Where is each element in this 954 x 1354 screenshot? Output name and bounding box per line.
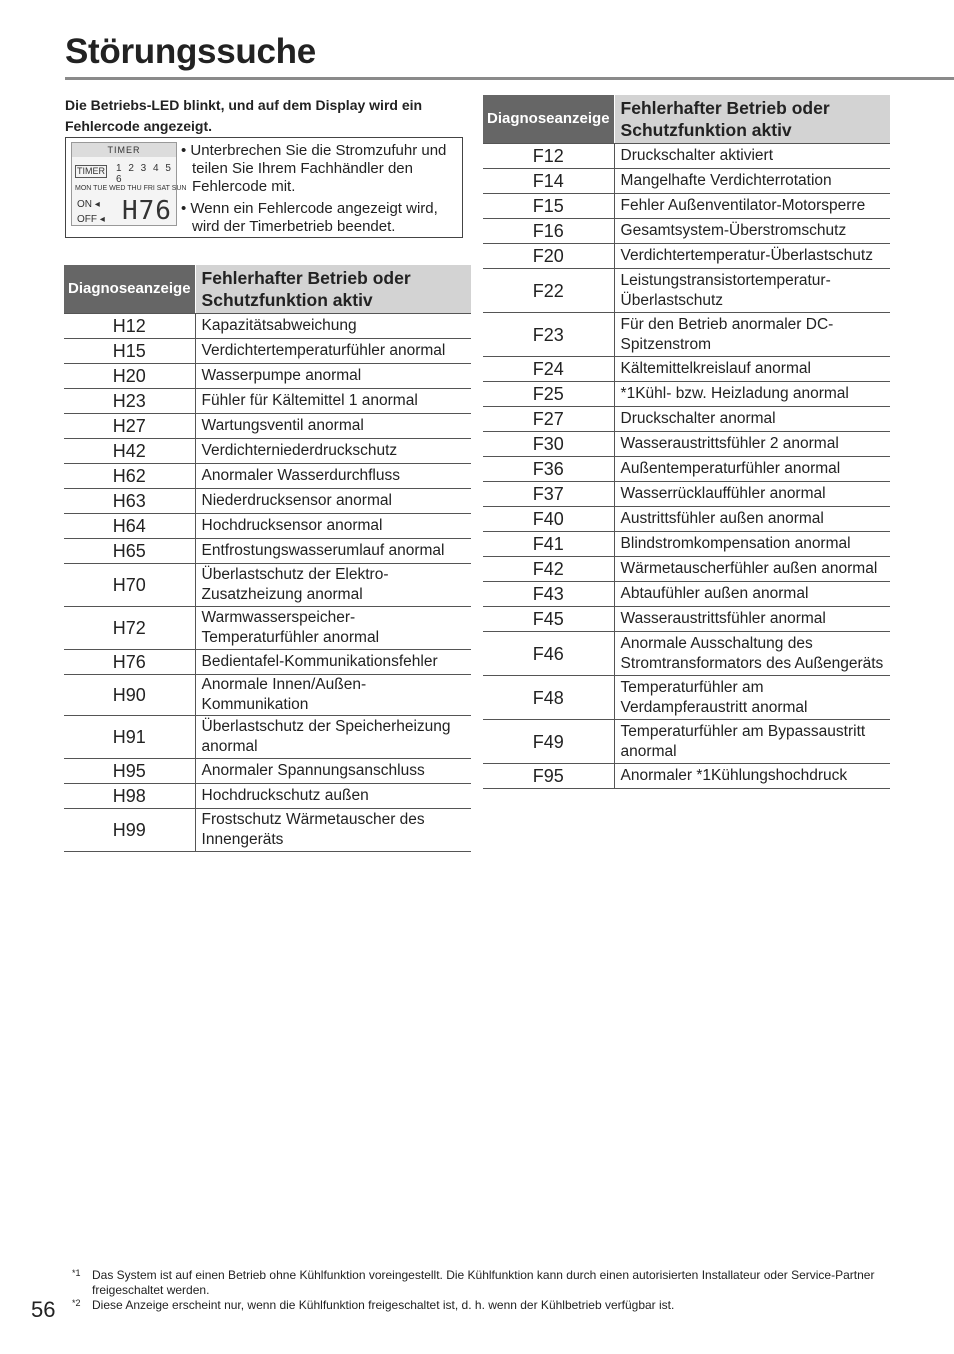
error-description-cell: Überlastschutz der Speicherheizung anormal bbox=[195, 716, 471, 759]
page-number: 56 bbox=[31, 1297, 56, 1322]
table-row bbox=[483, 676, 890, 720]
table-row bbox=[64, 339, 471, 364]
title-rule bbox=[65, 77, 954, 80]
error-description-cell: Kältemittelkreislauf anormal bbox=[614, 357, 890, 382]
error-description-cell: Wasseraustrittsfühler 2 anormal bbox=[614, 432, 890, 457]
error-description-cell: Kapazitätsabweichung bbox=[195, 314, 471, 339]
error-code-cell: F22 bbox=[483, 269, 614, 313]
table-row bbox=[483, 219, 890, 244]
error-code-cell: H91 bbox=[64, 716, 195, 759]
error-code-cell: H23 bbox=[64, 389, 195, 414]
error-description-cell: Wasserpumpe anormal bbox=[195, 364, 471, 389]
table-row bbox=[64, 364, 471, 389]
error-code-cell: H20 bbox=[64, 364, 195, 389]
error-code-cell: H70 bbox=[64, 564, 195, 607]
table-row bbox=[483, 607, 890, 632]
error-code-cell: H27 bbox=[64, 414, 195, 439]
error-description-cell: Temperaturfühler am Verdampferaustritt anormal bbox=[614, 676, 890, 720]
error-code-table-h bbox=[64, 265, 471, 852]
error-code-cell: H98 bbox=[64, 784, 195, 809]
table-row bbox=[483, 557, 890, 582]
table-row bbox=[64, 514, 471, 539]
footnote-2 bbox=[72, 1298, 892, 1313]
page-title: Störungssuche bbox=[65, 32, 316, 71]
error-description-cell: Anormale Ausschaltung des Stromtransformators des Außengeräts bbox=[614, 632, 890, 676]
table-row bbox=[64, 716, 471, 759]
error-description-cell: Anormaler *1Kühlungshochdruck bbox=[614, 764, 890, 789]
table-row bbox=[483, 194, 890, 219]
error-code-cell: H12 bbox=[64, 314, 195, 339]
table-row bbox=[64, 389, 471, 414]
timer-box-label: TIMER bbox=[77, 166, 105, 176]
table-row bbox=[483, 432, 890, 457]
error-code-cell: H63 bbox=[64, 489, 195, 514]
error-description-cell: Hochdruckschutz außen bbox=[195, 784, 471, 809]
table-row bbox=[483, 357, 890, 382]
footnote-mark: *1 bbox=[72, 1268, 81, 1278]
error-description-cell: Bedientafel-Kommunikationsfehler bbox=[195, 650, 471, 675]
error-code-cell: F12 bbox=[483, 144, 614, 169]
error-description-cell: Anormaler Wasserdurchfluss bbox=[195, 464, 471, 489]
table-row bbox=[483, 382, 890, 407]
error-code-cell: F49 bbox=[483, 720, 614, 764]
on-label: ON ◂ bbox=[77, 199, 100, 210]
table-row bbox=[64, 759, 471, 784]
table-row bbox=[64, 564, 471, 607]
error-code-cell: H62 bbox=[64, 464, 195, 489]
error-code-cell: F30 bbox=[483, 432, 614, 457]
error-code-cell: H65 bbox=[64, 539, 195, 564]
error-description-cell: Druckschalter anormal bbox=[614, 407, 890, 432]
error-description-cell: Fühler für Kältemittel 1 anormal bbox=[195, 389, 471, 414]
table-row bbox=[64, 439, 471, 464]
error-description-cell: Temperaturfühler am Bypassaustritt anormal bbox=[614, 720, 890, 764]
table-row bbox=[64, 539, 471, 564]
error-description-cell: Anormale Innen/Außen-Kommunikation bbox=[195, 675, 471, 716]
off-label: OFF ◂ bbox=[77, 214, 105, 225]
error-code-cell: F27 bbox=[483, 407, 614, 432]
table-row bbox=[64, 809, 471, 852]
error-description-cell: Überlastschutz der Elektro-Zusatzheizung anormal bbox=[195, 564, 471, 607]
header-fehlerhafter-betrieb: Fehlerhafter Betrieb oder Schutzfunktion aktiv bbox=[614, 95, 890, 144]
error-code-cell: F25 bbox=[483, 382, 614, 407]
table-row bbox=[483, 482, 890, 507]
table-row bbox=[483, 313, 890, 357]
header-diagnoseanzeige: Diagnoseanzeige bbox=[483, 95, 614, 144]
error-description-cell: Verdichtertemperaturfühler anormal bbox=[195, 339, 471, 364]
intro-text: Die Betriebs-LED blinkt, und auf dem Display wird ein Fehlercode angezeigt. bbox=[65, 97, 423, 134]
note-bullet: • Wenn ein Fehlercode angezeigt wird, wird der Timerbetrieb beendet. bbox=[181, 200, 438, 235]
table-row bbox=[483, 582, 890, 607]
footnote-text: Das System ist auf einen Betrieb ohne Kühlfunktion voreingestellt. Die Kühlfunktion kann durch einen autorisierten Installateur oder Service-Partner freigeschaltet werden. bbox=[92, 1268, 875, 1297]
footnote-1 bbox=[72, 1268, 892, 1298]
error-description-cell: Verdichtertemperatur-Überlastschutz bbox=[614, 244, 890, 269]
table-row bbox=[64, 607, 471, 650]
table-row bbox=[64, 675, 471, 716]
error-code-table-f bbox=[483, 95, 890, 789]
error-code-cell: H42 bbox=[64, 439, 195, 464]
error-description-cell: Wartungsventil anormal bbox=[195, 414, 471, 439]
table-row bbox=[64, 414, 471, 439]
error-code-cell: F14 bbox=[483, 169, 614, 194]
error-code-cell: F40 bbox=[483, 507, 614, 532]
table-row bbox=[483, 764, 890, 789]
error-description-cell: Außentemperaturfühler anormal bbox=[614, 457, 890, 482]
error-description-cell: Blindstromkompensation anormal bbox=[614, 532, 890, 557]
error-code-cell: F95 bbox=[483, 764, 614, 789]
error-code-cell: F15 bbox=[483, 194, 614, 219]
table-row bbox=[483, 407, 890, 432]
table-row bbox=[483, 169, 890, 194]
error-code-cell: F43 bbox=[483, 582, 614, 607]
note-bullets bbox=[181, 142, 459, 236]
error-code-cell: F37 bbox=[483, 482, 614, 507]
error-description-cell: Druckschalter aktiviert bbox=[614, 144, 890, 169]
error-description-cell: Anormaler Spannungsanschluss bbox=[195, 759, 471, 784]
error-description-cell: Verdichterniederdruckschutz bbox=[195, 439, 471, 464]
error-description-cell: Hochdrucksensor anormal bbox=[195, 514, 471, 539]
error-code-cell: F48 bbox=[483, 676, 614, 720]
table-row bbox=[64, 650, 471, 675]
error-code-cell: F24 bbox=[483, 357, 614, 382]
table-row bbox=[64, 784, 471, 809]
error-code-cell: H99 bbox=[64, 809, 195, 852]
error-code-cell: H72 bbox=[64, 607, 195, 650]
error-description-cell: Austrittsfühler außen anormal bbox=[614, 507, 890, 532]
header-fehlerhafter-betrieb: Fehlerhafter Betrieb oder Schutzfunktion aktiv bbox=[195, 265, 471, 314]
table-row bbox=[483, 532, 890, 557]
table-row bbox=[483, 457, 890, 482]
header-diagnoseanzeige: Diagnoseanzeige bbox=[64, 265, 195, 314]
weekday-labels: MON TUE WED THU FRI SAT SUN bbox=[75, 185, 187, 192]
error-description-cell: Gesamtsystem-Überstromschutz bbox=[614, 219, 890, 244]
table-row bbox=[483, 244, 890, 269]
error-code-cell: F20 bbox=[483, 244, 614, 269]
table-row bbox=[64, 489, 471, 514]
table-row bbox=[64, 464, 471, 489]
error-description-cell: Leistungstransistortemperatur-Überlastschutz bbox=[614, 269, 890, 313]
error-description-cell: Frostschutz Wärmetauscher des Innengeräts bbox=[195, 809, 471, 852]
error-description-cell: Abtaufühler außen anormal bbox=[614, 582, 890, 607]
table-row bbox=[483, 269, 890, 313]
note-bullet: • Unterbrechen Sie die Stromzufuhr und teilen Sie Ihrem Fachhändler den Fehlercode mit. bbox=[181, 142, 447, 195]
error-description-cell: Wasserrücklauffühler anormal bbox=[614, 482, 890, 507]
table-row bbox=[483, 144, 890, 169]
table-row bbox=[483, 720, 890, 764]
error-code-cell: H95 bbox=[64, 759, 195, 784]
error-code-cell: H90 bbox=[64, 675, 195, 716]
error-description-cell: Entfrostungswasserumlauf anormal bbox=[195, 539, 471, 564]
error-code-cell: H76 bbox=[64, 650, 195, 675]
error-code-cell: F23 bbox=[483, 313, 614, 357]
error-code-cell: H64 bbox=[64, 514, 195, 539]
error-code-cell: F16 bbox=[483, 219, 614, 244]
footnotes bbox=[72, 1268, 892, 1313]
footnote-text: Diese Anzeige erscheint nur, wenn die Kühlfunktion freigeschaltet ist, d. h. wenn der Kühlbetrieb verfügbar ist. bbox=[92, 1298, 675, 1312]
timer-band-label: TIMER bbox=[72, 143, 176, 157]
table-row bbox=[483, 507, 890, 532]
error-code-cell: H15 bbox=[64, 339, 195, 364]
error-display-note bbox=[65, 137, 463, 238]
error-description-cell: Für den Betrieb anormaler DC-Spitzenstrom bbox=[614, 313, 890, 357]
error-description-cell: Warmwasserspeicher-Temperaturfühler anormal bbox=[195, 607, 471, 650]
timer-numbers: 1 2 3 4 5 6 bbox=[116, 163, 173, 185]
error-description-cell: Niederdrucksensor anormal bbox=[195, 489, 471, 514]
error-code-cell: F36 bbox=[483, 457, 614, 482]
error-description-cell: *1Kühl- bzw. Heizladung anormal bbox=[614, 382, 890, 407]
error-code-cell: F46 bbox=[483, 632, 614, 676]
table-row bbox=[64, 314, 471, 339]
error-description-cell: Wärmetauscherfühler außen anormal bbox=[614, 557, 890, 582]
footnote-mark: *2 bbox=[72, 1298, 81, 1308]
error-code-cell: F45 bbox=[483, 607, 614, 632]
error-code-cell: F41 bbox=[483, 532, 614, 557]
display-error-code: H76 bbox=[122, 196, 172, 226]
remote-display-illustration bbox=[71, 142, 187, 226]
error-description-cell: Fehler Außenventilator-Motorsperre bbox=[614, 194, 890, 219]
error-description-cell: Mangelhafte Verdichterrotation bbox=[614, 169, 890, 194]
error-description-cell: Wasseraustrittsfühler anormal bbox=[614, 607, 890, 632]
table-row bbox=[483, 632, 890, 676]
error-code-cell: F42 bbox=[483, 557, 614, 582]
